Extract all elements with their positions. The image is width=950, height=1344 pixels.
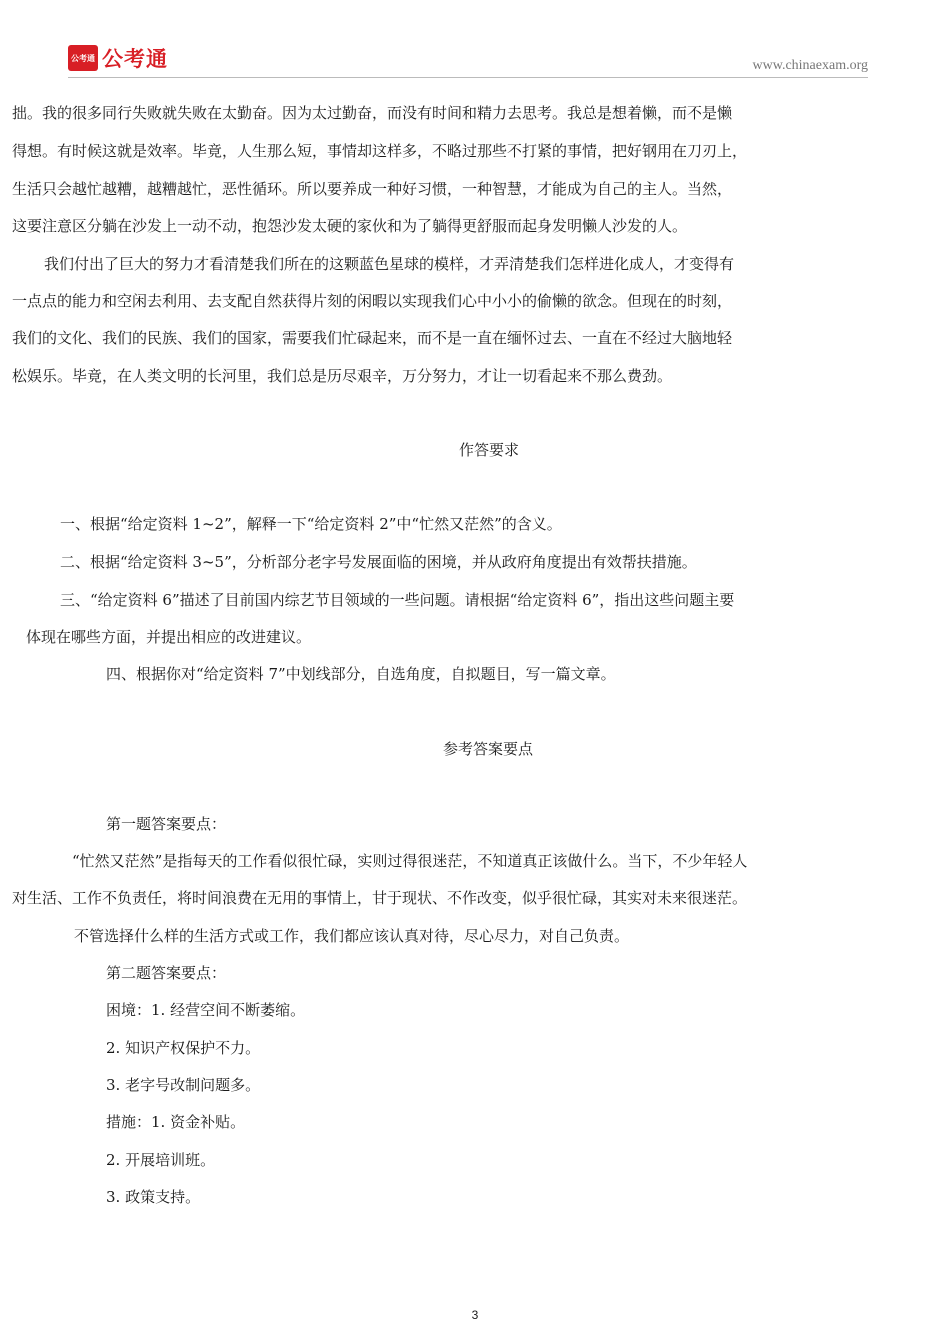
paragraph-2-line-4: 松娱乐。毕竟，在人类文明的长河里，我们总是历尽艰辛，万分努力，才让一切看起来不那么费劲。 xyxy=(12,367,673,385)
paragraph-1-line-1: 拙。我的很多同行失败就失败在太勤奋。因为太过勤奋，而没有时间和精力去思考。我总是想着懒，而不是懒 xyxy=(12,104,733,122)
paragraph-1-line-2: 得想。有时候这就是效率。毕竟，人生那么短，事情却这样多，不略过那些不打紧的事情，把好钢用在刀刃上， xyxy=(12,142,748,160)
answer-2-item: 措施：1. 资金补贴。 xyxy=(106,1113,246,1131)
header-divider xyxy=(68,77,868,78)
answer-1-title: 第一题答案要点： xyxy=(106,815,227,833)
question-2: 二、根据“给定资料 3~5”，分析部分老字号发展面临的困境，并从政府角度提出有效帮扶措施。 xyxy=(60,553,697,571)
logo xyxy=(68,44,168,72)
page-number: 3 xyxy=(471,1308,479,1322)
answer-2-item: 3. 老字号改制问题多。 xyxy=(106,1076,261,1094)
page-header xyxy=(68,40,868,76)
answer-2-item: 困境：1. 经营空间不断萎缩。 xyxy=(106,1001,306,1019)
logo-badge-icon: 公考通 xyxy=(68,45,98,71)
question-1: 一、根据“给定资料 1~2”，解释一下“给定资料 2”中“忙然又茫然”的含义。 xyxy=(60,515,562,533)
answer-2-item: 2. 知识产权保护不力。 xyxy=(106,1039,261,1057)
question-4: 四、根据你对“给定资料 7”中划线部分，自选角度，自拟题目，写一篇文章。 xyxy=(106,665,616,683)
answer-2-item: 3. 政策支持。 xyxy=(106,1188,201,1206)
question-3-line-2: 体现在哪些方面，并提出相应的改进建议。 xyxy=(26,628,312,646)
answer-1-line-2: 对生活、工作不负责任，将时间浪费在无用的事情上，甘于现状、不作改变，似乎很忙碌，其实对未来很迷茫。 xyxy=(12,889,748,907)
answer-1-line-1: “忙然又茫然”是指每天的工作看似很忙碌，实则过得很迷茫，不知道真正该做什么。当下，不少年轻人 xyxy=(72,852,748,870)
answer-2-item: 2. 开展培训班。 xyxy=(106,1151,216,1169)
paragraph-2-line-3: 我们的文化、我们的民族、我们的国家，需要我们忙碌起来，而不是一直在缅怀过去、一直在不经过大脑地轻 xyxy=(12,329,733,347)
paragraph-2-line-1: 我们付出了巨大的努力才看清楚我们所在的这颗蓝色星球的模样，才弄清楚我们怎样进化成人，才变得有 xyxy=(44,255,735,273)
paragraph-2-line-2: 一点点的能力和空闲去利用、去支配自然获得片刻的闲暇以实现我们心中小小的偷懒的欲念。但现在的时刻， xyxy=(12,292,733,310)
paragraph-1-line-3: 生活只会越忙越糟，越糟越忙，恶性循环。所以要养成一种好习惯，一种智慧，才能成为自己的主人。当然， xyxy=(12,180,733,198)
answers-heading: 参考答案要点 xyxy=(443,740,534,758)
logo-text: 公考通 xyxy=(102,47,168,71)
requirements-heading: 作答要求 xyxy=(459,441,520,459)
answer-1-line-3: 不管选择什么样的生活方式或工作，我们都应该认真对待，尽心尽力，对自己负责。 xyxy=(74,927,630,945)
answer-2-title: 第二题答案要点： xyxy=(106,964,227,982)
paragraph-1-line-4: 这要注意区分躺在沙发上一动不动，抱怨沙发太硬的家伙和为了躺得更舒服而起身发明懒人沙发的人。 xyxy=(12,217,688,235)
question-3-line-1: 三、“给定资料 6”描述了目前国内综艺节目领域的一些问题。请根据“给定资料 6”，指出这些问题主要 xyxy=(60,591,735,609)
site-url: www.chinaexam.org xyxy=(752,58,868,73)
